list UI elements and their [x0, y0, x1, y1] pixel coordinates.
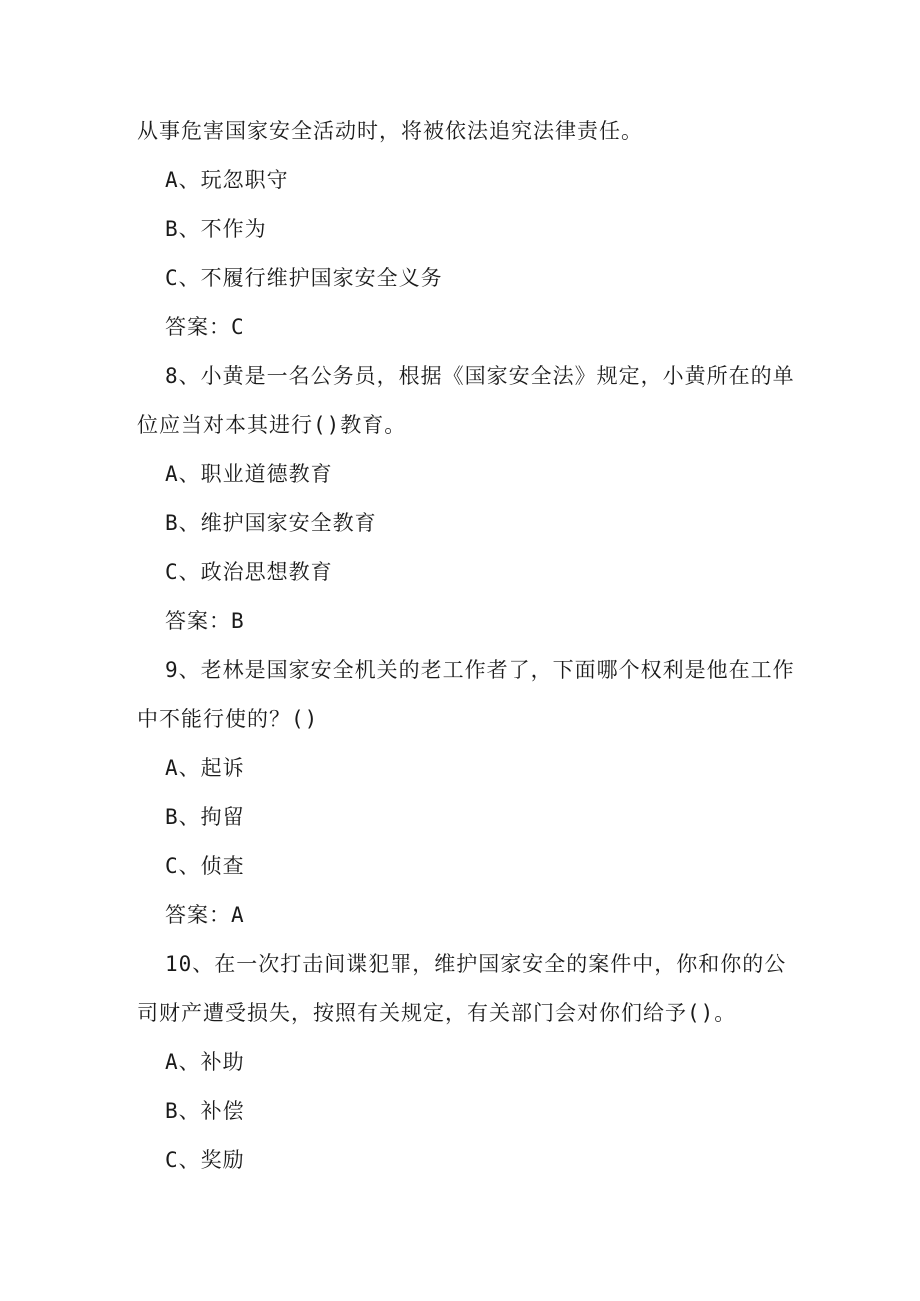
question-10-option-a: A、补助 — [165, 1050, 245, 1074]
question-10-text-line1: 10、在一次打击间谍犯罪，维护国家安全的案件中，你和你的公 — [165, 952, 787, 976]
question-10-text-line2: 司财产遭受损失，按照有关规定，有关部门会对你们给予()。 — [137, 1001, 737, 1025]
question-9-text-line1: 9、老林是国家安全机关的老工作者了，下面哪个权利是他在工作 — [165, 658, 795, 682]
question-7-text-tail: 从事危害国家安全活动时，将被依法追究法律责任。 — [137, 119, 643, 143]
question-8-answer: 答案：B — [165, 609, 245, 633]
question-7-option-a: A、玩忽职守 — [165, 168, 289, 192]
question-8-text-line1: 8、小黄是一名公务员，根据《国家安全法》规定，小黄所在的单 — [165, 364, 795, 388]
question-10-option-b: B、补偿 — [165, 1099, 245, 1123]
question-8-text-line2: 位应当对本其进行()教育。 — [137, 413, 407, 437]
question-7-option-b: B、不作为 — [165, 217, 267, 241]
question-10-option-c: C、奖励 — [165, 1148, 245, 1172]
question-8-option-a: A、职业道德教育 — [165, 462, 333, 486]
question-8-option-b: B、维护国家安全教育 — [165, 511, 377, 535]
question-7-option-c: C、不履行维护国家安全义务 — [165, 266, 443, 290]
question-9-option-a: A、起诉 — [165, 756, 245, 780]
question-9-option-c: C、侦查 — [165, 854, 245, 878]
question-9-text-line2: 中不能行使的？() — [137, 707, 319, 731]
question-8-option-c: C、政治思想教育 — [165, 560, 333, 584]
question-9-answer: 答案：A — [165, 903, 245, 927]
question-7-answer: 答案：C — [165, 315, 245, 339]
question-9-option-b: B、拘留 — [165, 805, 245, 829]
